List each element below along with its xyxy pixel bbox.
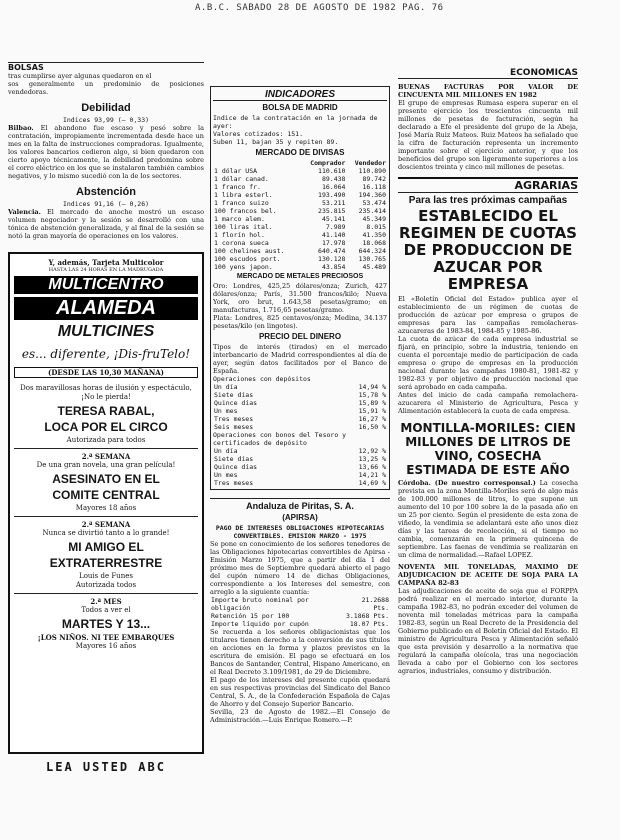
ad-cast3: Louis de Funes <box>79 572 133 580</box>
cert-cell: Tres meses <box>214 479 254 487</box>
andalucia-cell: 18.07 Pts. <box>349 620 389 628</box>
andalucia-cell: Importe líquido por cupón <box>211 620 309 628</box>
table-row <box>213 175 387 183</box>
depo-cell: 16,27 % <box>358 415 386 423</box>
table-row <box>213 423 387 431</box>
depo-cell: 16,50 % <box>358 423 386 431</box>
cert-cell: Siete días <box>214 455 254 463</box>
cert-cell: 13,25 % <box>358 455 386 463</box>
table-row <box>213 391 387 399</box>
divisas-cell: 1 marco alem. <box>214 215 265 223</box>
headline-montilla: MONTILLA-MORILES: CIEN MILLONES DE LITROS DE VINO, COSECHA ESTIMADA DE ESTE AÑO <box>400 421 576 477</box>
debilidad-title: Debilidad <box>81 102 131 114</box>
table-row <box>213 263 387 271</box>
table-row <box>213 207 387 215</box>
table-row <box>213 479 387 487</box>
divisas-cell: 644.324 <box>358 247 386 255</box>
divisas-cell: 45.489 <box>362 263 386 271</box>
agrarias-section: AGRARIAS <box>398 179 578 193</box>
andalucia-sign: Sevilla, 23 de Agosto de 1982.—El Consejo de Administración.—Luis Enrique Romero.—P. <box>210 708 390 724</box>
ad-desc4: Todos a ver el <box>81 606 131 614</box>
ad-desc3: Nunca se divirtió tanto a lo grande! <box>42 529 170 537</box>
table-row <box>213 471 387 479</box>
table-row <box>213 199 387 207</box>
divisas-header-cell <box>213 159 301 167</box>
divisas-cell: 53.474 <box>362 199 386 207</box>
andalucia-body3: El pago de los intereses del presente cupón quedará en sus respectivas provincias del Sindicato del Banco Central, S. A., de la Confederación Española de Cajas de Ahorro y del Consejo Superior Bancario. <box>210 676 390 708</box>
divisas-body <box>213 167 387 271</box>
divisas-cell: 194.360 <box>358 191 386 199</box>
art2-body: La cosecha prevista en la zona Montilla-Moriles será de algo más de 100.000 millones de litros, lo que supone un aumento del 10 por 100 sobre la de la pasada año en un 25 por ciento. Según el presidente de esta zona de viñedo, la vendimia se adelantará este año unos diez días y las tareas de recolección, si el tiempo no cambia, comenzarán en la primera quincena de septiembre. Las faenas de vendimia se realizarán en un clima de normalidad.—Rafael LOPEZ. <box>398 479 578 559</box>
ad-film1: LOCA POR EL CIRCO <box>44 420 168 434</box>
bilbao-city: Bilbao. <box>8 124 34 132</box>
ad-rating2: Mayores 18 años <box>75 504 137 512</box>
divisas-cell: 89.438 <box>321 175 346 183</box>
ad-top2: HASTA LAS 24 HORAS EN LA MADRUGADA <box>48 267 164 273</box>
divisas-cell: 53.211 <box>321 199 346 207</box>
table-row <box>213 223 387 231</box>
ad-film4: MARTES Y 13... <box>61 617 151 631</box>
bolsa-line: Indice de la contratación en la jornada de ayer: <box>213 114 378 130</box>
divisas-cell: 1 florín hol. <box>214 231 265 239</box>
right-column <box>398 0 578 675</box>
headline-azucar: ESTABLECIDO EL REGIMEN DE CUOTAS DE PRODUCCION DE AZUCAR POR EMPRESA <box>399 207 577 293</box>
divisas-cell: 45.141 <box>321 215 346 223</box>
divisas-cell: 8.015 <box>366 223 386 231</box>
cert-cell: 14,21 % <box>358 471 386 479</box>
divisas-cell: 193.490 <box>318 191 346 199</box>
art1-p2: La cuota de azúcar de cada empresa industrial se fijará, en principio, sobre la industria, teniendo en cuenta el porcentaje medio de participación de cada empresa o grupo de empresas en la producción nacional durante las campañas 1980-81, 1981-82 y 1982-83 y por objetivo de producción nacional que será aprobado en cada campaña. <box>398 335 578 391</box>
ad-rating3: Autorizada todos <box>75 581 137 589</box>
divisas-cell: 41.350 <box>362 231 386 239</box>
page-header: A.B.C. SABADO 28 DE AGOSTO DE 1982 PAG. 76 <box>195 3 444 13</box>
ad-week3: 2.ª SEMANA <box>81 520 131 529</box>
ad-week4: 2.ª MES <box>90 597 122 606</box>
andalucia-notice <box>210 498 390 724</box>
cert-cell: Un día <box>214 447 238 455</box>
divisas-cell: 110.610 <box>318 167 346 175</box>
valencia-city: Valencia. <box>8 208 41 216</box>
depo-cell: Un mes <box>214 407 238 415</box>
table-row <box>213 415 387 423</box>
table-row <box>213 399 387 407</box>
ad-brand2: ALAMEDA <box>14 297 198 320</box>
table-row <box>213 455 387 463</box>
depo-cell: 14,94 % <box>358 383 386 391</box>
ad-hours: (DESDE LAS 10,30 MAÑANA) <box>14 367 198 378</box>
debilidad-sub: Indices 93,99 (— 0,33) <box>62 116 150 124</box>
divisas-cell: 43.854 <box>321 263 346 271</box>
divisas-cell: 1 corona sueca <box>214 239 269 247</box>
dinero-title: PRECIO DEL DINERO <box>258 332 342 341</box>
divisas-cell: 100 francos bel. <box>214 207 277 215</box>
art1-p3: Antes del inicio de cada campaña remolachera-azucarera el Ministerio de Agricultura, Pesca y Alimentación establecerá la cuota de cada empresa. <box>398 391 578 415</box>
table-row <box>210 620 390 628</box>
ad-sub4: ¡LOS NIÑOS. NI TEE EMBARQUES <box>37 633 175 642</box>
divisas-cell: 1 dólar canad. <box>214 175 269 183</box>
andalucia-cell: 3.1868 Pts. <box>345 612 389 620</box>
table-row <box>213 239 387 247</box>
indicadores-title: INDICADORES <box>213 89 387 101</box>
ad-desc2: De una gran novela, una gran película! <box>36 461 176 469</box>
plata-text: Plata: Londres, 825 centavos/onza; Medina, 34.137 pesetas/kilo (en lingotes). <box>213 314 387 330</box>
andalucia-title: Andaluza de Piritas, S. A. <box>246 501 354 511</box>
cert-cell: 13,66 % <box>358 463 386 471</box>
abstencion-sub: Indices 91,16 (— 0,26) <box>62 200 150 208</box>
divisas-cell: 1 franco fr. <box>214 183 261 191</box>
divisas-cell: 100 yens japon. <box>214 263 273 271</box>
kicker: Para las tres próximas campañas <box>408 195 568 206</box>
divisas-cell: 100 chelines aust. <box>214 247 285 255</box>
depo-cell: Quince días <box>214 399 258 407</box>
lead-title: BUENAS FACTURAS POR VALOR DE CINCUENTA MIL MILLONES EN 1982 <box>398 83 578 99</box>
divisas-cell: 1 libra esterl. <box>214 191 273 199</box>
cert-table <box>213 447 387 487</box>
ad-top: Y, además, Tarjeta Multicolor <box>48 258 164 267</box>
divisas-cell: 16.118 <box>362 183 386 191</box>
divisas-cell: 235.815 <box>318 207 346 215</box>
divisas-cell: 41.140 <box>321 231 346 239</box>
bolsa-title: BOLSA DE MADRID <box>262 103 338 112</box>
ad-film2a: ASESINATO EN EL <box>52 472 160 486</box>
divisas-cell: 130.128 <box>318 255 346 263</box>
depo-cell: Seis meses <box>214 423 254 431</box>
ad-week2: 2.ª SEMANA <box>81 452 131 461</box>
table-row <box>213 167 387 175</box>
andalucia-cell: Retención 15 por 100 <box>211 612 290 620</box>
bolsa-line: Suben 11, bajan 35 y repiten 89. <box>213 138 339 146</box>
cert-cell: Quince días <box>214 463 258 471</box>
andalucia-abbr: (APIRSA) <box>282 513 318 522</box>
divisas-header-cell: Vendedor <box>354 159 386 167</box>
divisas-title: MERCADO DE DIVISAS <box>255 148 345 157</box>
table-row <box>213 183 387 191</box>
andalucia-body2: Se recuerda a los señores obligacionistas que los titulares tienen derecho a la conversión de sus títulos en acciones en la forma y plazos previstos en la escritura de emisión. El pago se efectuará en los Bancos de Santander, Central, Hispano Americano, en el Real Decreto 3.109/1981, de 29 de Diciembre. <box>210 628 390 676</box>
divisas-cell: 235.414 <box>358 207 386 215</box>
ad-rating1: Autorizada para todos <box>66 436 146 444</box>
bolsa-line: Valores cotizados: 151. <box>213 130 304 138</box>
cert-cell: Un mes <box>214 471 238 479</box>
andalucia-cell: 21.2688 Pts. <box>361 596 389 612</box>
intro-line: tras cumplirse ayer algunas quedaron en el <box>8 72 152 80</box>
valencia-text: El mercado de anoche mostró un escaso volumen negociador y la sesión se desarrolló con una tónica de abstención generalizada, y al final de la sesión se notó la gran mayoría de operaciones en los valores. <box>8 208 204 240</box>
cert-label: Operaciones con bonos del Tesoro y certificados de depósito <box>213 431 347 447</box>
divisas-cell: 130.765 <box>358 255 386 263</box>
footer-lea-abc: LEA USTED ABC <box>46 760 166 774</box>
headline-soja: NOVENTA MIL TONELADAS, MAXIMO DE ADJUDICACION DE ACEITE DE SOJA PARA LA CAMPAÑA 82-83 <box>398 563 578 587</box>
indicadores-box <box>210 86 390 490</box>
bilbao-text: El abandono fue escaso y pesó sobre la contratación, impropiamente incrementada desde hace un mes en la falta de instrucciones compradoras. Igualmente, los valores bancarios cedieron algo, si bien quedaron con cierto apoyo técnicamente, la debilidad predomina sobre el corro eléctrico en los que se instalaron también cambios negativos, y lo mismo sucedió con la de los sectores. <box>8 124 204 180</box>
table-row <box>213 383 387 391</box>
divisas-head <box>213 159 387 167</box>
divisas-cell: 110.890 <box>358 167 386 175</box>
ad-script: es... diferente, ¡Dis-fruTelo! <box>21 347 191 361</box>
table-row <box>213 447 387 455</box>
divisas-cell: 17.978 <box>321 239 346 247</box>
ad-film3b: EXTRATERRESTRE <box>49 556 163 570</box>
divisas-cell: 18.068 <box>362 239 386 247</box>
lead-body: El grupo de empresas Rumasa espera superar en el presente ejercicio los trescientos cincuenta mil millones de pesetas de facturación, según ha declarado a Efe el presidente del grupo de la Abeja, José María Ruiz Mateos. Ruiz Mateos ha señalado que la cifra de facturación representa un incremento importante sobre el ejercicio anterior, y que los beneficios del grupo son ligeramente superiores a los doscientos treinta y cinco mil millones de pesetas. <box>398 99 578 171</box>
divisas-cell: 1 dólar USA <box>214 167 258 175</box>
center-column <box>210 0 390 724</box>
section-bolsas: BOLSAS <box>8 63 44 72</box>
table-row <box>213 191 387 199</box>
ad-rating4: Mayores 16 años <box>75 642 137 650</box>
table-row <box>213 463 387 471</box>
divisas-header-cell: Comprador <box>310 159 346 167</box>
divisas-cell: 45.349 <box>362 215 386 223</box>
table-row <box>210 596 390 612</box>
art3-body: Las adjudicaciones de aceite de soja que el FORPPA podrá realizar en el mercado interior, durante la campaña 1982-83, no podrán exceder del volumen de noventa mil toneladas métricas para la campaña 1982-83, según un Real Decreto de la Presidencia del Gobierno publicado en el Boletín Oficial del Estado. El ministro de Agricultura Pesca y Alimentación señaló que esta previsión y desarrollo a la normativa que regulará la campaña oleícola, tras una negociación llevada a cabo por el Gobierno con los sectores agrarios, industriales, consumo y distribución. <box>398 587 578 675</box>
art1-p1: El «Boletín Oficial del Estado» publica ayer el establecimiento de un régimen de cuotas de producción de azúcar por empresa o grupos de empresas para las campañas remolacheras-azucareras de 1983-84, 1984-85 y 1985-86. <box>398 295 578 335</box>
depo-cell: Siete días <box>214 391 254 399</box>
economicas-section: ECONOMICAS <box>398 68 578 79</box>
bolsa-lines <box>213 114 387 146</box>
depo-cell: 15,91 % <box>358 407 386 415</box>
divisas-cell: 100 liras ital. <box>214 223 273 231</box>
andalucia-rows <box>210 596 390 628</box>
cert-cell: 12,92 % <box>358 447 386 455</box>
table-row <box>213 247 387 255</box>
divisas-table <box>213 159 387 271</box>
ad-film2b: COMITE CENTRAL <box>52 488 160 502</box>
intro-body: sos generalmente un predominio de posiciones vendedoras. <box>8 80 204 96</box>
multicentro-ad <box>8 252 204 754</box>
depo-cell: Un día <box>214 383 238 391</box>
divisas-cell: 100 escudos port. <box>214 255 281 263</box>
depo-table <box>213 383 387 431</box>
depo-label: Operaciones con depósitos <box>213 375 311 383</box>
table-row <box>213 407 387 415</box>
ad-film3a: MI AMIGO EL <box>68 540 144 554</box>
left-column <box>8 0 204 774</box>
andalucia-sub: PAGO DE INTERESES OBLIGACIONES HIPOTECARIAS CONVERTIBLES. EMISION MARZO - 1975 <box>215 524 385 540</box>
cert-cell: 14,69 % <box>358 479 386 487</box>
andalucia-cell: Importe bruto nominal por obligación <box>211 596 309 612</box>
table-row <box>213 215 387 223</box>
divisas-cell: 7.989 <box>325 223 346 231</box>
divisas-cell: 640.474 <box>318 247 346 255</box>
table-row <box>210 612 390 620</box>
andalucia-body: Se pone en conocimiento de los señores tenedores de las Obligaciones hipotecarias convertibles de Apirsa - Emisión Marzo 1975, que a partir del día 1 del próximo mes de Septiembre quedará abierto el pago del cupón número 14 de dichas Obligaciones, correspondiente a los Intereses del semestre, con arreglo a la siguiente cuantía: <box>210 540 390 596</box>
depo-cell: 15,89 % <box>358 399 386 407</box>
ad-star1: TERESA RABAL, <box>57 404 155 418</box>
art2-dateline: Córdoba. (De nuestro corresponsal.) <box>398 479 536 487</box>
table-row <box>213 255 387 263</box>
ad-brand1: MULTICENTRO <box>14 276 198 294</box>
depo-cell: Tres meses <box>214 415 254 423</box>
ad-line1: Dos maravillosas horas de ilusión y espectáculo, ¡No le pierda! <box>20 384 192 401</box>
divisas-cell: 1 franco suizo <box>214 199 269 207</box>
abstencion-title: Abstención <box>76 186 136 198</box>
divisas-cell: 89.742 <box>362 175 386 183</box>
metales-title: MERCADO DE METALES PRECIOSOS <box>236 273 364 280</box>
divisas-cell: 16.064 <box>321 183 346 191</box>
dinero-text: Tipos de interés (tirados) en el mercado interbancario de Madrid correspondientes al día de ayer, según datos facilitados por el Banco de España. <box>213 343 387 375</box>
metales-text: Oro: Londres, 425,25 dólares/onza; Zurich, 427 dólares/onza; París, 31.500 francos/kilo; Nueva York, oro brut, 1.643,58 pesetas/gramo; en manufacturas, 1.716,65 pesetas/gramo. <box>213 282 387 314</box>
depo-cell: 15,78 % <box>358 391 386 399</box>
ad-brand3: MULTICINES <box>57 323 155 340</box>
table-row <box>213 231 387 239</box>
